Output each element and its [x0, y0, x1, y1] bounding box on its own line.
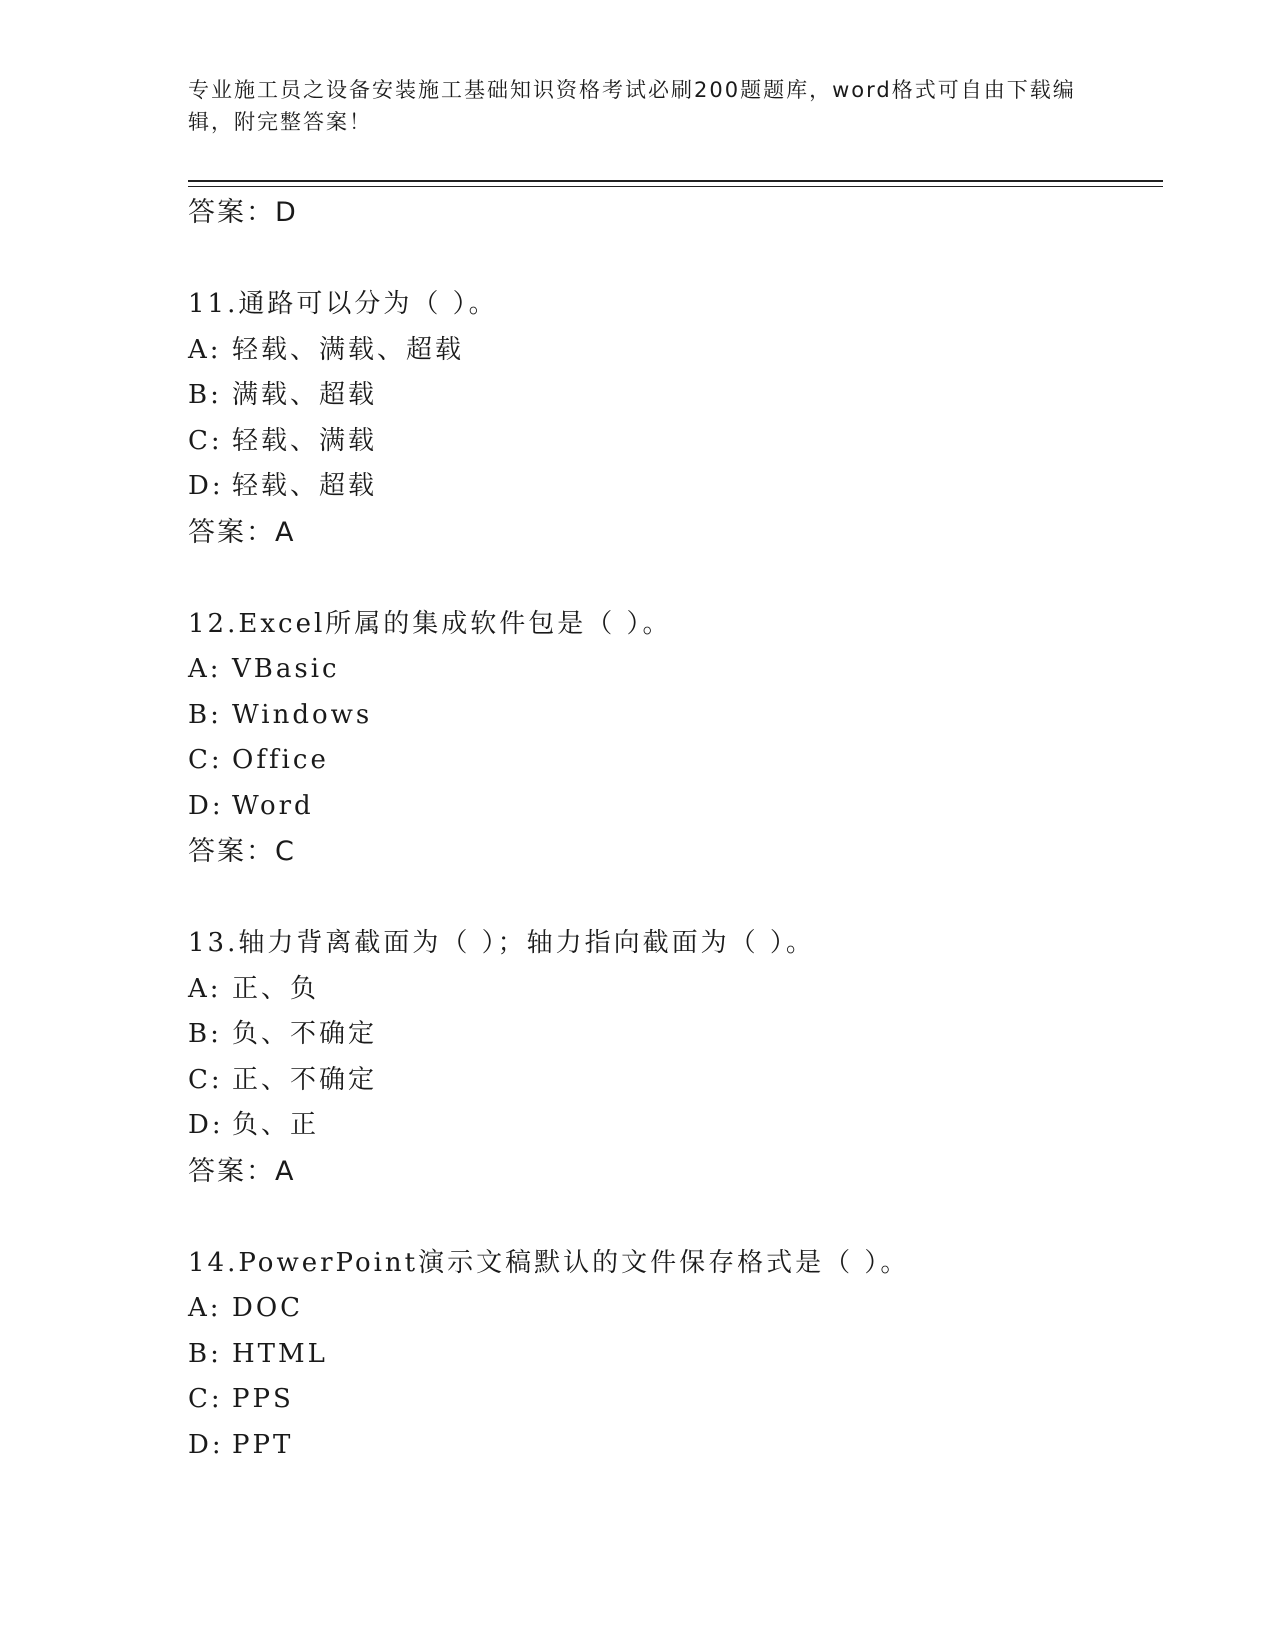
- option-letter: B:: [188, 1019, 222, 1049]
- answer-line: 答案：A: [188, 516, 296, 548]
- option-a: [188, 1286, 1163, 1332]
- question-number: 11.: [188, 289, 239, 319]
- question-stem: Excel所属的集成软件包是（ ）。: [238, 608, 672, 639]
- option-letter: C:: [188, 1384, 223, 1414]
- question-stem: PowerPoint演示文稿默认的文件保存格式是（ ）。: [238, 1247, 910, 1278]
- option-d: [188, 464, 1163, 510]
- option-text: 正、负: [232, 973, 320, 1004]
- document-body: [188, 190, 1163, 1468]
- option-text: 负、不确定: [232, 1019, 378, 1049]
- option-letter: D:: [188, 1429, 224, 1460]
- spacer: [188, 235, 1163, 282]
- option-text: VBasic: [232, 654, 340, 684]
- option-text: PPS: [232, 1384, 294, 1414]
- option-c: [188, 1058, 1163, 1104]
- option-text: 负、正: [232, 1110, 320, 1140]
- option-a: [188, 328, 1163, 374]
- option-letter: C:: [188, 745, 223, 775]
- option-b: [188, 693, 1163, 739]
- question-number: 13.: [188, 928, 239, 958]
- option-text: PPT: [232, 1429, 294, 1460]
- option-letter: D:: [188, 790, 224, 821]
- option-b: [188, 1012, 1163, 1058]
- document-header: 专业施工员之设备安装施工基础知识资格考试必刷200题题库，word格式可自由下载编辑，附完整答案！: [188, 78, 1076, 134]
- option-text: DOC: [232, 1293, 304, 1323]
- option-text: Office: [232, 745, 329, 775]
- spacer: [188, 555, 1163, 602]
- option-b: [188, 1332, 1163, 1378]
- question-text: [188, 282, 1163, 328]
- answer-line: 答案：A: [188, 1155, 296, 1187]
- option-letter: A:: [188, 334, 222, 365]
- option-c: [188, 1377, 1163, 1423]
- question-number: 14.: [188, 1247, 239, 1278]
- option-d: [188, 784, 1163, 830]
- option-letter: C:: [188, 1064, 223, 1095]
- option-c: [188, 738, 1163, 784]
- question-block: [188, 282, 1163, 555]
- option-text: Word: [232, 790, 314, 821]
- option-text: Windows: [232, 699, 373, 730]
- question-text: [188, 921, 1163, 967]
- option-text: 轻载、超载: [232, 471, 378, 501]
- question-block: [188, 1241, 1163, 1469]
- option-letter: B:: [188, 1338, 222, 1369]
- option-letter: C:: [188, 425, 223, 456]
- answer-line: 答案：D: [188, 197, 298, 228]
- option-text: 满载、超载: [232, 380, 378, 410]
- option-a: [188, 967, 1163, 1013]
- option-d: [188, 1103, 1163, 1149]
- option-letter: A:: [188, 654, 222, 684]
- question-stem: 轴力背离截面为（ ）；轴力指向截面为（ ）。: [238, 928, 815, 958]
- spacer: [188, 874, 1163, 921]
- header-rule-thick: [188, 180, 1163, 182]
- spacer: [188, 1194, 1163, 1241]
- option-letter: B:: [188, 380, 222, 410]
- question-block: [188, 602, 1163, 875]
- option-letter: A:: [188, 973, 222, 1004]
- question-block: [188, 921, 1163, 1194]
- option-letter: A:: [188, 1293, 222, 1323]
- option-text: 轻载、满载、超载: [232, 334, 465, 365]
- option-letter: B:: [188, 699, 222, 730]
- option-c: [188, 419, 1163, 465]
- option-letter: D:: [188, 471, 224, 501]
- option-letter: D:: [188, 1110, 224, 1140]
- option-a: [188, 647, 1163, 693]
- option-d: [188, 1423, 1163, 1469]
- question-text: [188, 602, 1163, 648]
- option-text: HTML: [232, 1338, 328, 1369]
- question-number: 12.: [188, 608, 239, 639]
- header-rule-thin: [188, 186, 1163, 187]
- answer-line: 答案：C: [188, 836, 296, 867]
- question-stem: 通路可以分为（ ）。: [238, 289, 498, 319]
- option-text: 正、不确定: [232, 1064, 378, 1095]
- question-text: [188, 1241, 1163, 1287]
- option-text: 轻载、满载: [232, 425, 378, 456]
- option-b: [188, 373, 1163, 419]
